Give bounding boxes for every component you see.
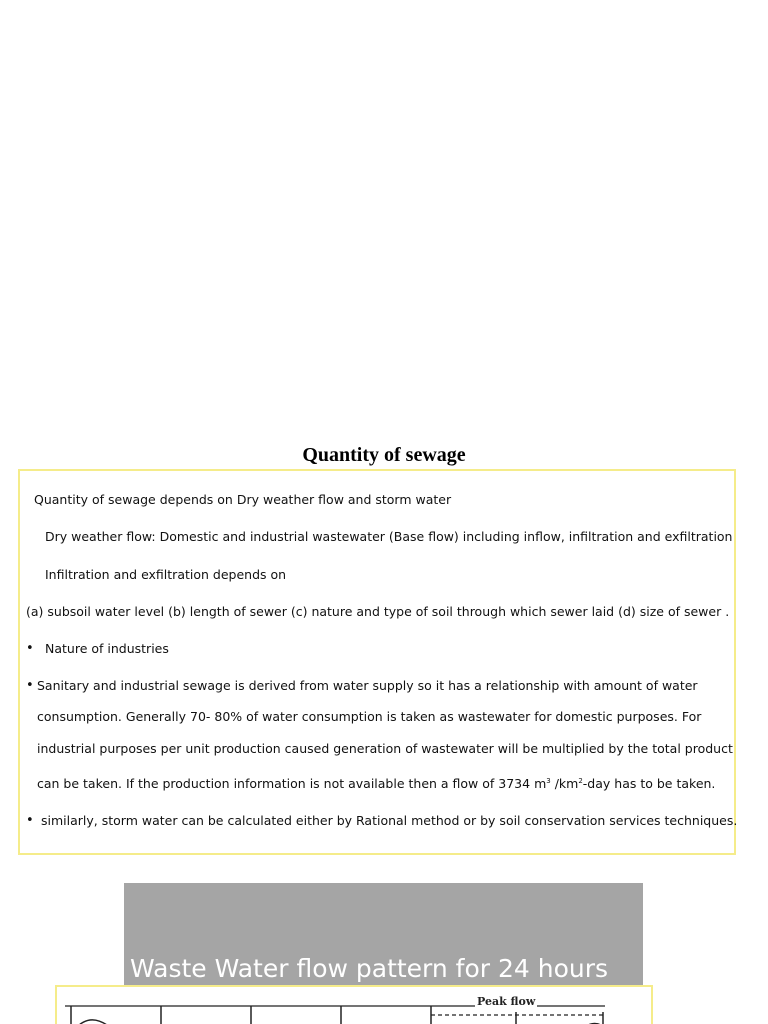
flow-text-end: -day has to be taken.	[582, 776, 716, 792]
bullet-sanitary-line-4	[37, 773, 715, 792]
bullet-icon: •	[26, 813, 34, 828]
bullet-icon: •	[26, 678, 34, 693]
bullet-sanitary-line-2: consumption. Generally 70- 80% of water consumption is taken as wastewater for domestic purposes. For	[37, 709, 702, 724]
flow-text-start: can be taken. If the production information is not available then a flow of 3734 m	[37, 776, 547, 792]
infiltration-line: Infiltration and exfiltration depends on	[45, 567, 287, 582]
flow-pattern-diagram	[57, 987, 653, 1024]
factors-line: (a) subsoil water level (b) length of sewer (c) nature and type of soil through which sewer laid (d) size of sewer .	[26, 604, 730, 619]
flow-curve	[75, 1020, 107, 1024]
bullet-icon: •	[26, 641, 34, 656]
flow-pattern-figure	[55, 985, 653, 1024]
dry-weather-flow-line: Dry weather flow: Domestic and industrial wastewater (Base flow) including inflow, infiltration and exfiltration	[45, 529, 733, 544]
flow-text-unit: /km	[550, 776, 579, 792]
intro-line: Quantity of sewage depends on Dry weather flow and storm water	[34, 492, 452, 507]
page-title: Quantity of sewage	[302, 444, 466, 466]
bullet-industries: Nature of industries	[45, 641, 169, 656]
bullet-sanitary-line-1: Sanitary and industrial sewage is derived from water supply so it has a relationship with amount of water	[37, 678, 698, 693]
unit-superscript-2: 2	[578, 777, 583, 785]
peak-flow-label: Peak flow	[477, 995, 536, 1008]
bullet-sanitary-line-3: industrial purposes per unit production caused generation of wastewater will be multiplied by the total product	[37, 741, 733, 756]
bullet-storm-water: similarly, storm water can be calculated either by Rational method or by soil conservation services techniques.	[41, 813, 738, 828]
content-box	[18, 469, 736, 855]
slide-title: Waste Water flow pattern for 24 hours	[130, 954, 609, 983]
unit-superscript-3: 3	[546, 777, 551, 785]
